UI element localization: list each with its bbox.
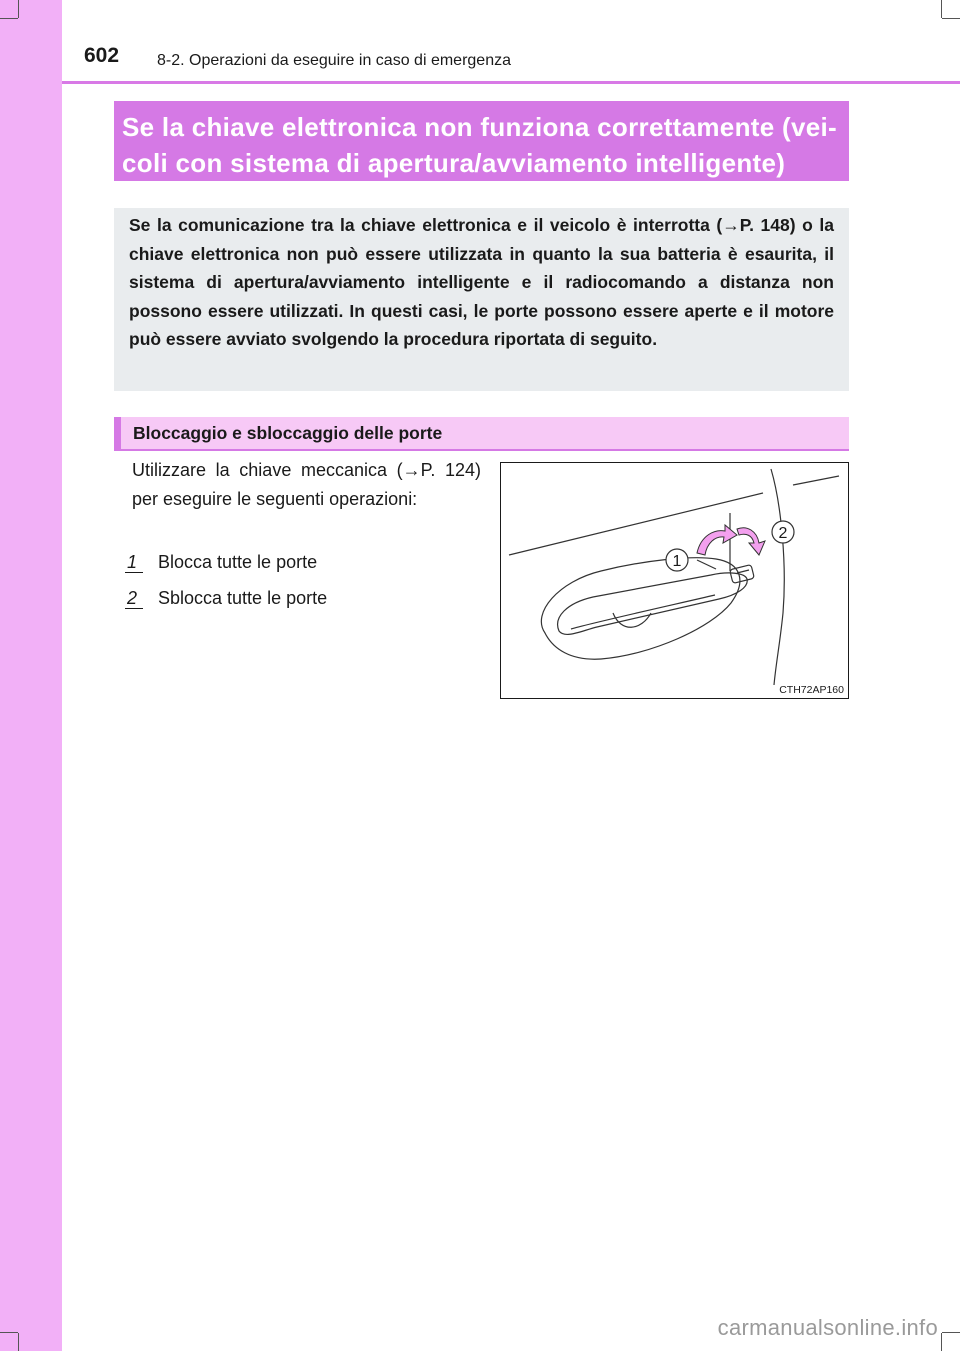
callout-2: 2: [778, 525, 788, 542]
step-item-1: [125, 549, 317, 575]
crop-mark: [942, 18, 960, 19]
crop-mark: [941, 0, 942, 18]
step-text-2: Sblocca tutte le porte: [158, 588, 328, 608]
crop-mark: [942, 1332, 960, 1333]
section-title: [114, 101, 849, 181]
step-number-2: 2: [125, 586, 145, 610]
intro-text: Se la comunicazione tra la chiave elettronica e il veicolo è interrotta (→P. 148) o la chiave elettronica non può essere utilizzata in quanto la sua batteria è esaurita, il sistema di apertura/avviamento intelligente e il radiocomando a distanza non possono essere utilizzati. In questi casi, le porte possono essere aperte e il motore può essere avviato svolgendo la procedura riportata di seguito.: [129, 215, 834, 349]
crop-mark: [941, 1333, 942, 1351]
page-number: 602: [84, 44, 120, 67]
subsection-body: Utilizzare la chiave meccanica (→P. 124) per eseguire le seguenti operazioni:: [132, 460, 481, 509]
door-handle-drawing: [501, 463, 848, 698]
header-rule: [62, 81, 960, 84]
crop-mark: [18, 0, 19, 18]
section-title-line-1: Se la chiave elettronica non funziona correttamente (vei-: [122, 112, 837, 142]
step-text-1: Blocca tutte le porte: [158, 552, 318, 572]
step-item-2: [125, 585, 327, 611]
figure-code: CTH72AP160: [779, 684, 844, 696]
side-color-strip: [0, 0, 62, 1351]
chapter-title: 8-2. Operazioni da eseguire in caso di emergenza: [157, 52, 511, 69]
callout-1: 1: [672, 553, 682, 570]
crop-mark: [0, 1332, 18, 1333]
crop-mark: [18, 1333, 19, 1351]
step-number-1: 1: [125, 550, 145, 574]
intro-box: [114, 208, 849, 391]
door-handle-illustration: [500, 462, 849, 699]
crop-mark: [0, 18, 18, 19]
watermark: carmanualsonline.info: [717, 1315, 938, 1340]
subsection-heading: Bloccaggio e sbloccaggio delle porte: [114, 417, 849, 451]
section-title-line-2: coli con sistema di apertura/avviamento intelligente): [122, 148, 786, 178]
